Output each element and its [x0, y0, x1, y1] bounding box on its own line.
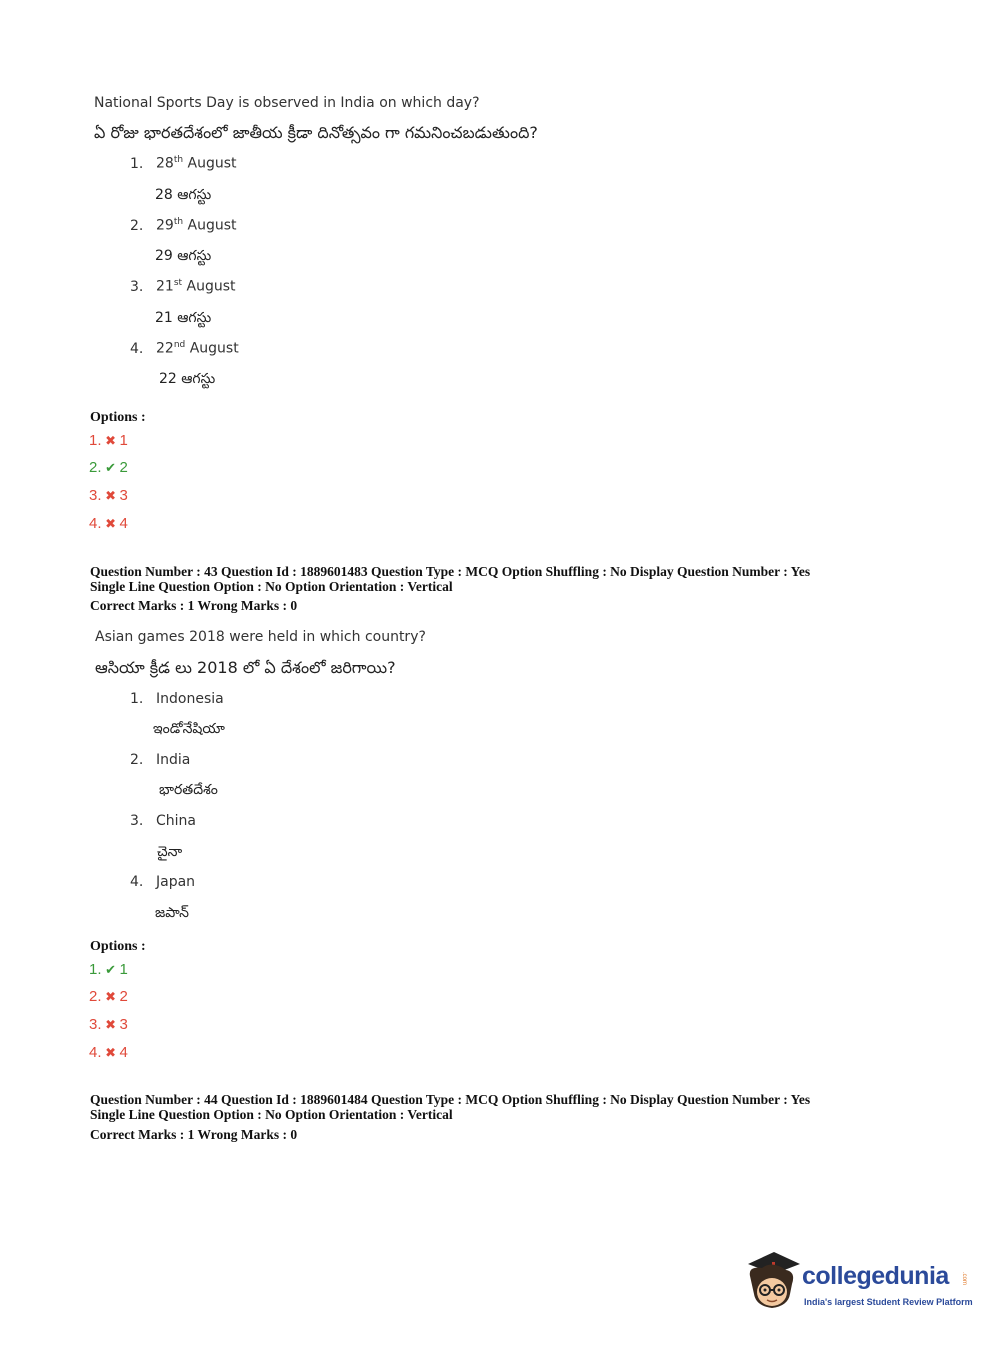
- q43-answer-3: 3. ✖ 3: [89, 1016, 128, 1033]
- q42-question-en: National Sports Day is observed in India on which day?: [94, 95, 480, 111]
- cross-icon: ✖: [105, 989, 116, 1004]
- q43-choice-4: 4. Japan: [130, 874, 196, 890]
- q43-choice-4-te: జపాన్: [155, 905, 189, 921]
- q43-options-label: Options :: [90, 939, 146, 954]
- brand-suffix: .com: [961, 1272, 967, 1286]
- q42-choice-3-te: 21 ఆగస్టు: [155, 310, 212, 326]
- q43-choice-2-te: భారతదేశం: [159, 782, 218, 798]
- q43-meta-line-2: Single Line Question Option : No Option Orientation : Vertical: [90, 579, 453, 594]
- q42-answer-4: 4. ✖ 4: [89, 515, 128, 532]
- q42-answer-2: 2. ✔ 2: [89, 459, 128, 476]
- q42-answer-3: 3. ✖ 3: [89, 487, 128, 504]
- collegedunia-logo: [742, 1250, 972, 1320]
- q42-answer-1: 1. ✖ 1: [89, 432, 128, 449]
- q43-choice-1-te: ఇండోనేషియా: [153, 721, 225, 737]
- q42-choice-1-te: 28 ఆగస్టు: [155, 187, 212, 203]
- q42-options-label: Options :: [90, 410, 146, 425]
- q42-choice-4-te: 22 ఆగస్టు: [159, 371, 216, 387]
- check-icon: ✔: [105, 962, 116, 977]
- q43-question-te: ఆసియా క్రీడ లు 2018 లో ఏ దేశంలో జరిగాయి?: [95, 658, 396, 677]
- brand-tagline: India's largest Student Review Platform: [804, 1297, 973, 1307]
- q43-choice-3: 3. China: [130, 813, 196, 829]
- q43-question-en: Asian games 2018 were held in which country?: [95, 629, 426, 645]
- mascot-icon: [742, 1250, 802, 1320]
- q43-answer-4: 4. ✖ 4: [89, 1044, 128, 1061]
- q44-meta-line-3: Correct Marks : 1 Wrong Marks : 0: [90, 1127, 298, 1142]
- q43-choice-3-te: చైనా: [157, 844, 183, 860]
- cross-icon: ✖: [105, 516, 116, 531]
- q43-answer-1: 1. ✔ 1: [89, 961, 128, 978]
- cross-icon: ✖: [105, 1017, 116, 1032]
- q42-choice-4: 4. 22nd August: [130, 340, 239, 357]
- q43-meta-line-3: Correct Marks : 1 Wrong Marks : 0: [90, 598, 298, 613]
- q43-choice-2: 2. India: [130, 752, 191, 768]
- brand-name: collegedunia: [802, 1262, 949, 1290]
- cross-icon: ✖: [105, 488, 116, 503]
- q42-choice-3: 3. 21st August: [130, 278, 236, 295]
- q43-meta-line-1: Question Number : 43 Question Id : 1889601483 Question Type : MCQ Option Shuffling : No Display Question Number : Yes: [90, 564, 811, 579]
- q43-answer-2: 2. ✖ 2: [89, 988, 128, 1005]
- q44-meta-line-1: Question Number : 44 Question Id : 1889601484 Question Type : MCQ Option Shuffling : No Display Question Number : Yes: [90, 1092, 811, 1107]
- cross-icon: ✖: [105, 433, 116, 448]
- q42-choice-2-te: 29 ఆగస్టు: [155, 248, 212, 264]
- q43-choice-1: 1. Indonesia: [130, 691, 224, 707]
- q42-choice-2: 2. 29th August: [130, 217, 237, 234]
- check-icon: ✔: [105, 460, 116, 475]
- q44-meta-line-2: Single Line Question Option : No Option Orientation : Vertical: [90, 1107, 453, 1122]
- q42-choice-1: 1. 28th August: [130, 155, 237, 172]
- cross-icon: ✖: [105, 1045, 116, 1060]
- q42-question-te: ఏ రోజు భారతదేశంలో జాతీయ క్రీడా దినోత్సవం గా గమనించబడుతుంది?: [94, 123, 538, 142]
